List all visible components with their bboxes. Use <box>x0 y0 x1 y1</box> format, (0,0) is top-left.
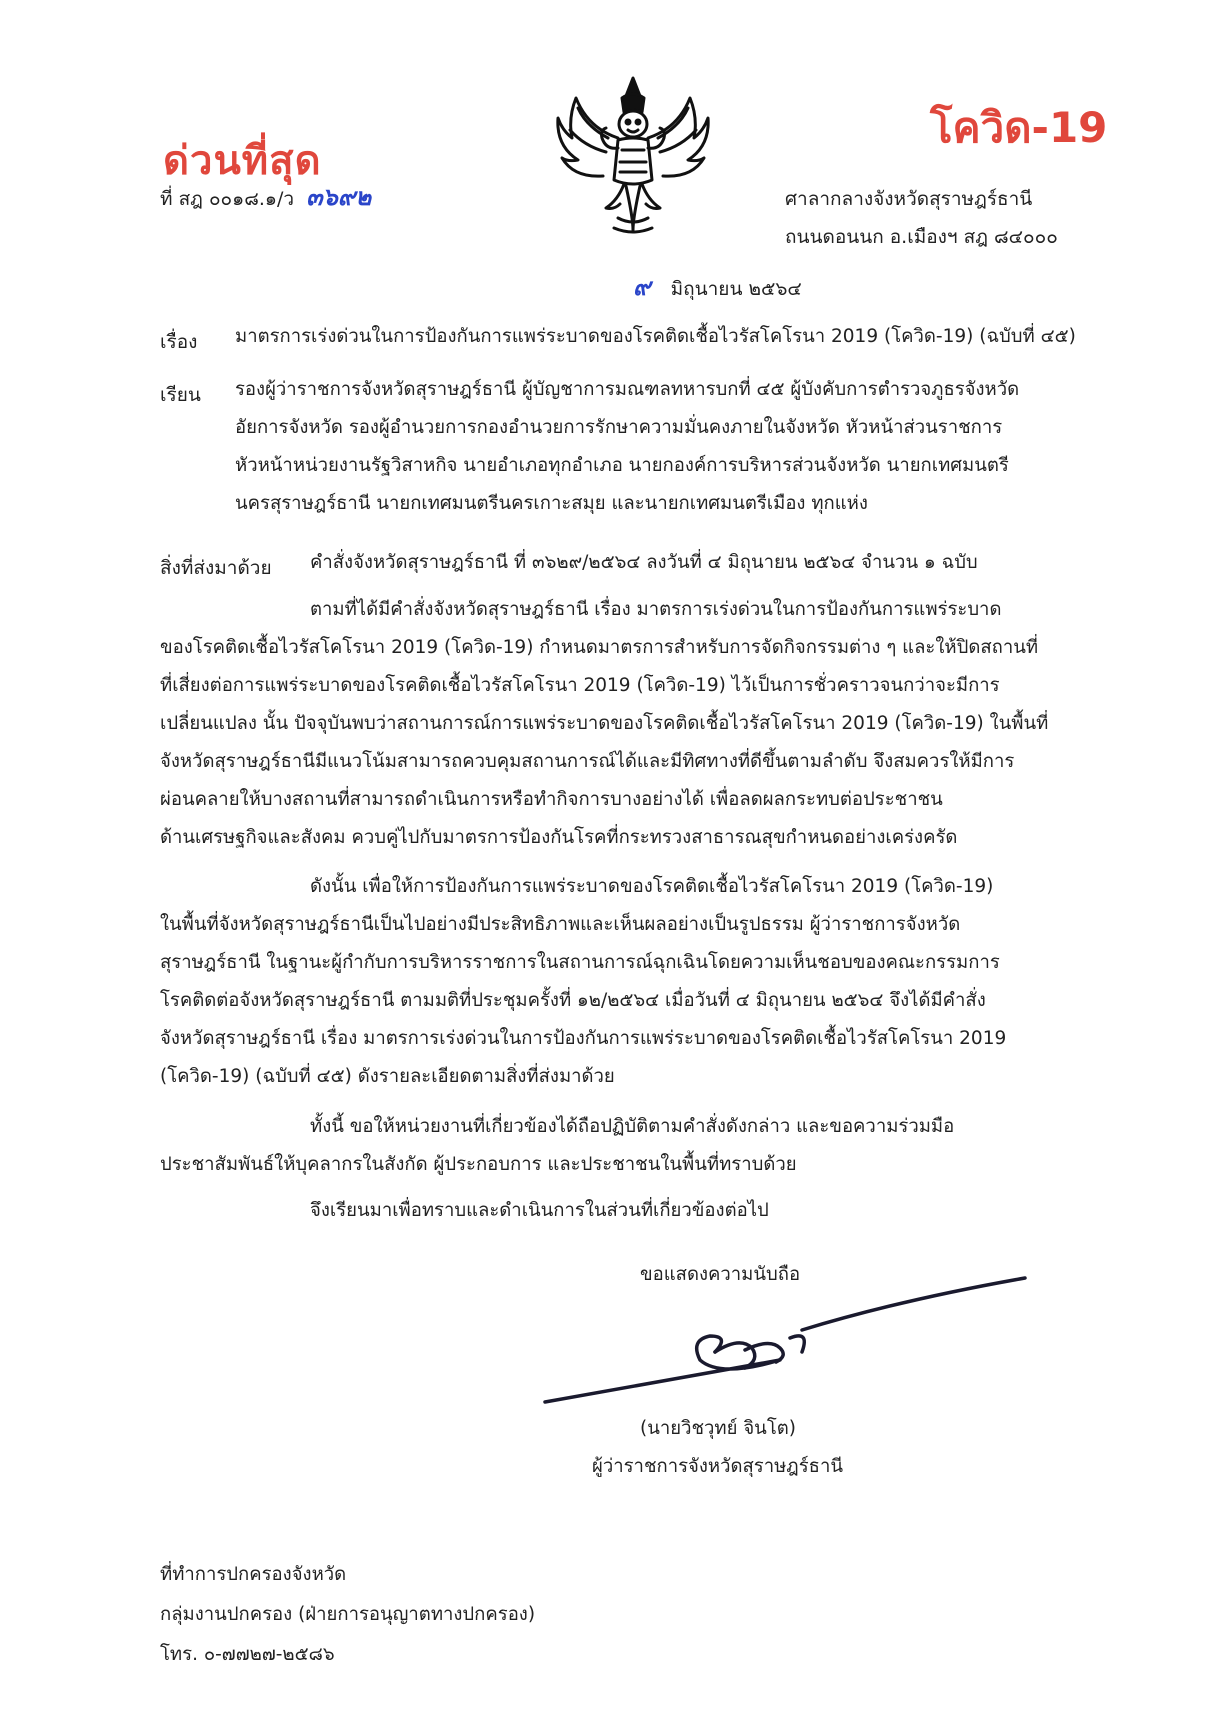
signer-title: ผู้ว่าราชการจังหวัดสุราษฎร์ธานี <box>592 1456 843 1477</box>
footer-phone: โทร. ๐-๗๗๒๗-๒๕๘๖ <box>160 1644 335 1665</box>
footer-office: ที่ทำการปกครองจังหวัด <box>160 1564 347 1585</box>
paragraph-line: ผ่อนคลายให้บางสถานที่สามารถดำเนินการหรือทำกิจการบางอย่างได้ เพื่อลดผลกระทบต่อประชาชน <box>160 789 943 810</box>
enclosure-label: สิ่งที่ส่งมาด้วย <box>160 557 272 579</box>
date-month-year: มิถุนายน ๒๕๖๔ <box>670 278 802 300</box>
enclosure-text: คำสั่งจังหวัดสุราษฎร์ธานี ที่ ๓๖๒๙/๒๕๖๔ ลงวันที่ ๔ มิถุนายน ๒๕๖๔ จำนวน ๑ ฉบับ <box>310 552 978 573</box>
body-paragraph-3 <box>160 1108 1100 1184</box>
recipient-line: หัวหน้าหน่วยงานรัฐวิสาหกิจ นายอำเภอทุกอำเภอ นายกองค์การบริหารส่วนจังหวัด นายกเทศมนตรี <box>235 455 1009 476</box>
reference-number <box>160 178 371 218</box>
paragraph-line: ทั้งนี้ ขอให้หน่วยงานที่เกี่ยวข้องได้ถือปฏิบัติตามคำสั่งดังกล่าว และขอความร่วมมือ <box>310 1116 955 1137</box>
paragraph-line: โรคติดต่อจังหวัดสุราษฎร์ธานี ตามมติที่ประชุมครั้งที่ ๑๒/๒๕๖๔ เมื่อวันที่ ๔ มิถุนายน ๒๕๖๔ จึงได้มีคำสั่ง <box>160 990 986 1011</box>
paragraph-line: สุราษฎร์ธานี ในฐานะผู้กำกับการบริหารราชการในสถานการณ์ฉุกเฉินโดยความเห็นชอบของคณะกรรมการ <box>160 952 1000 973</box>
office-address-line2: ถนนดอนนก อ.เมืองฯ สฎ ๘๔๐๐๐ <box>785 226 1058 248</box>
paragraph-line: ตามที่ได้มีคำสั่งจังหวัดสุราษฎร์ธานี เรื่อง มาตรการเร่งด่วนในการป้องกันการแพร่ระบาด <box>310 599 1002 620</box>
paragraph-line: จังหวัดสุราษฎร์ธานี เรื่อง มาตรการเร่งด่วนในการป้องกันการแพร่ระบาดของโรคติดเชื้อไวรัสโคโรนา 2019 <box>160 1028 1007 1049</box>
campaign-tag: โควิด-19 <box>930 103 1108 152</box>
paragraph-line: จึงเรียนมาเพื่อทราบและดำเนินการในส่วนที่เกี่ยวข้องต่อไป <box>310 1200 769 1221</box>
date-day-handwritten: ๙ <box>633 273 651 301</box>
paragraph-line: ที่เสี่ยงต่อการแพร่ระบาดของโรคติดเชื้อไวรัสโคโรนา 2019 (โควิด-19) ไว้เป็นการชั่วคราวจนกว่าจะมีการ <box>160 675 1000 696</box>
reference-number-handwritten: ๓๖๙๒ <box>306 183 372 211</box>
reference-prefix: ที่ สฎ ๐๐๑๘.๑/ว <box>160 188 295 210</box>
subject-text: มาตรการเร่งด่วนในการป้องกันการแพร่ระบาดของโรคติดเชื้อไวรัสโคโรนา 2019 (โควิด-19) (ฉบับที่ ๔๕) <box>235 326 1076 347</box>
footer-division: กลุ่มงานปกครอง (ฝ่ายการอนุญาตทางปกครอง) <box>160 1604 536 1625</box>
recipient-line: นครสุราษฎร์ธานี นายกเทศมนตรีนครเกาะสมุย และนายกเทศมนตรีเมือง ทุกแห่ง <box>235 493 868 514</box>
signature-icon <box>540 1260 1030 1410</box>
signer-name: (นายวิชวุทย์ จินโต) <box>640 1418 796 1439</box>
paragraph-line: ด้านเศรษฐกิจและสังคม ควบคู่ไปกับมาตรการป้องกันโรคที่กระทรวงสาธารณสุขกำหนดอย่างเคร่งครัด <box>160 827 958 848</box>
recipient-line: อัยการจังหวัด รองผู้อำนวยการกองอำนวยการรักษาความมั่นคงภายในจังหวัด หัวหน้าส่วนราชการ <box>235 417 1003 438</box>
paragraph-line: จังหวัดสุราษฎร์ธานีมีแนวโน้มสามารถควบคุมสถานการณ์ได้และมีทิศทางที่ดีขึ้นตามลำดับ จึงสมควรให้มีการ <box>160 751 1015 772</box>
recipient-block <box>235 371 1095 523</box>
recipient-line: รองผู้ว่าราชการจังหวัดสุราษฎร์ธานี ผู้บัญชาการมณฑลทหารบกที่ ๔๕ ผู้บังคับการตำรวจภูธรจังหวัด <box>235 379 1020 400</box>
closing-salutation: ขอแสดงความนับถือ <box>640 1264 801 1285</box>
recipient-label: เรียน <box>160 384 201 406</box>
paragraph-line: ดังนั้น เพื่อให้การป้องกันการแพร่ระบาดของโรคติดเชื้อไวรัสโคโรนา 2019 (โควิด-19) <box>310 876 994 897</box>
body-paragraph-1 <box>160 591 1100 857</box>
body-paragraph-2 <box>160 868 1100 1096</box>
urgency-stamp: ด่วนที่สุด <box>163 138 322 184</box>
subject-label: เรื่อง <box>160 331 198 353</box>
garuda-emblem-icon <box>548 68 718 238</box>
paragraph-line: เปลี่ยนแปลง นั้น ปัจจุบันพบว่าสถานการณ์การแพร่ระบาดของโรคติดเชื้อไวรัสโคโรนา 2019 (โควิด-19) ในพื้นที่ <box>160 713 1049 734</box>
paragraph-line: ของโรคติดเชื้อไวรัสโคโรนา 2019 (โควิด-19) กำหนดมาตรการสำหรับการจัดกิจกรรมต่าง ๆ และให้ปิดสถานที่ <box>160 637 1039 658</box>
body-paragraph-4 <box>160 1192 1100 1230</box>
paragraph-line: ในพื้นที่จังหวัดสุราษฎร์ธานีเป็นไปอย่างมีประสิทธิภาพและเห็นผลอย่างเป็นรูปธรรม ผู้ว่าราชการจังหวัด <box>160 914 961 935</box>
document-date <box>633 268 802 308</box>
paragraph-line: ประชาสัมพันธ์ให้บุคลากรในสังกัด ผู้ประกอบการ และประชาชนในพื้นที่ทราบด้วย <box>160 1154 797 1175</box>
office-address-line1: ศาลากลางจังหวัดสุราษฎร์ธานี <box>785 188 1033 210</box>
paragraph-line: (โควิด-19) (ฉบับที่ ๔๕) ดังรายละเอียดตามสิ่งที่ส่งมาด้วย <box>160 1066 615 1087</box>
